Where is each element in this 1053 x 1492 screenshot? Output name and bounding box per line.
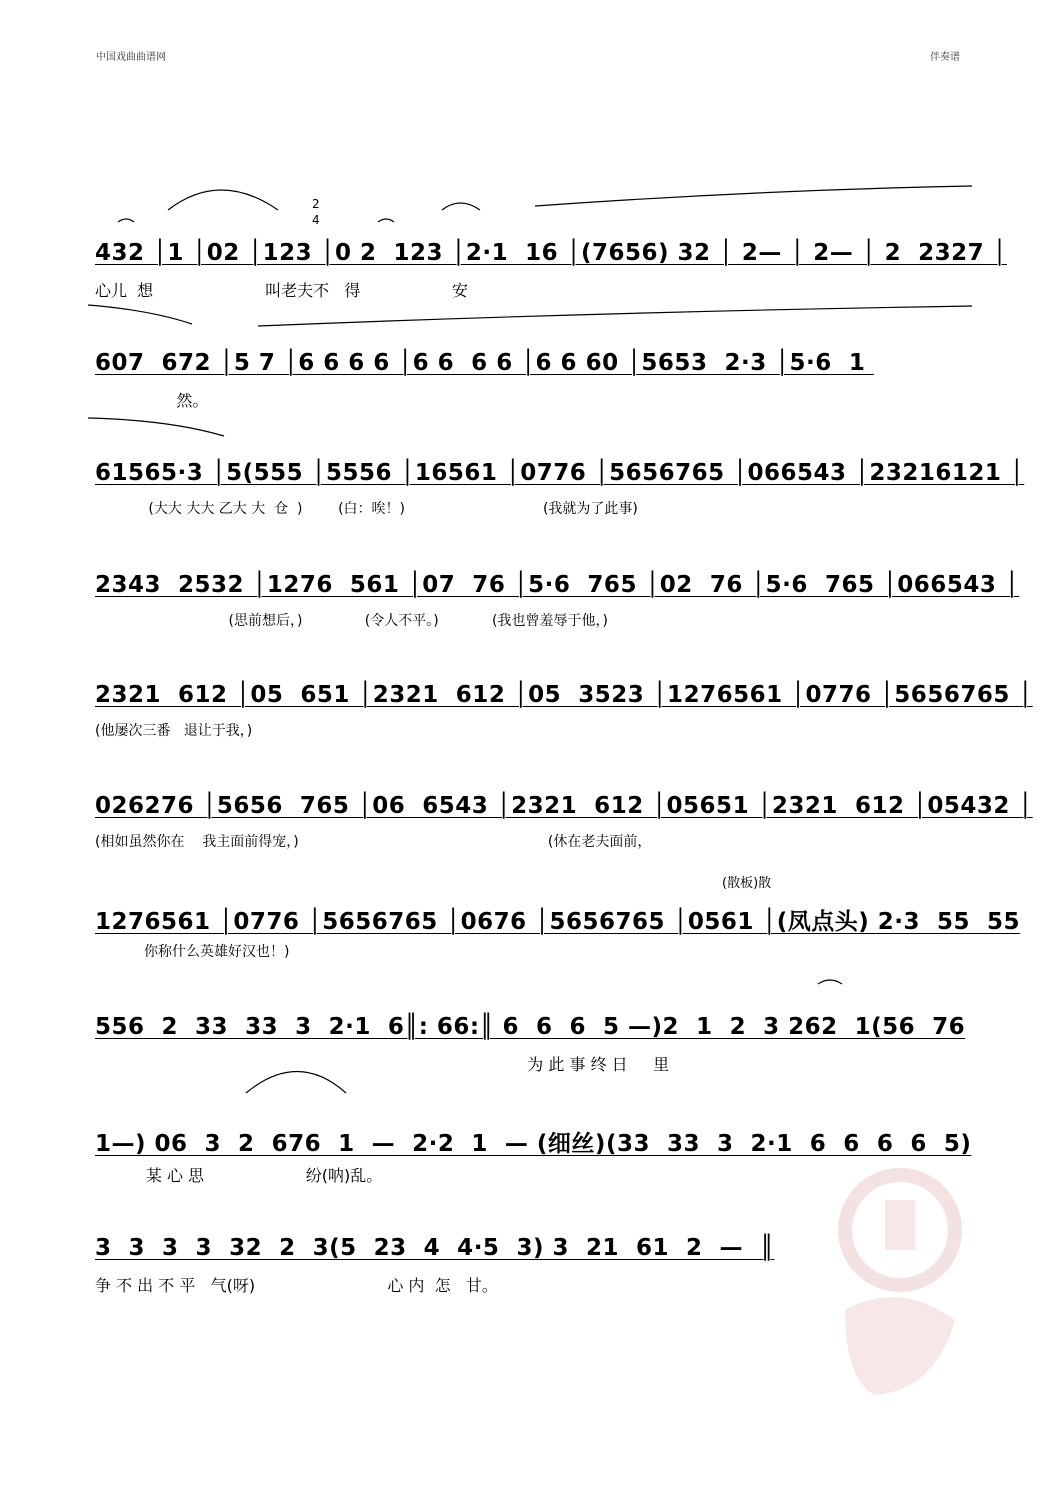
notation-line: 2343 2532 │1276 561 │07 76 │5·6 765 │02 76 │5·6 765 │066543 │ (95, 572, 1020, 598)
lyric-line: (相如虽然你在 我主面前得宠，) (休在老夫面前， (95, 834, 652, 850)
score-type-label: 伴奏谱 (930, 52, 960, 63)
notation-line: 3 3 3 3 32 2 3(5 23 4 4·5 3) 3 21 61 2 — ║ (95, 1235, 775, 1261)
lyric-line: (他屡次三番 退让于我，) (95, 723, 253, 739)
lyric-line: 为 此 事 终 日 里 (95, 1055, 670, 1074)
time-signature-bottom: 4 (312, 213, 320, 227)
lyric-line: 某 心 思 纷(呐)乱。 (95, 1166, 383, 1185)
notation-line: 432 │1 │02 │123 │0 2 123 │2·1 16 │(7656) 32 │ 2— │ 2— │ 2 2327 │ (95, 240, 1007, 266)
notation-line: 2321 612 │05 651 │2321 612 │05 3523 │1276561 │0776 │5656765 │ (95, 682, 1033, 708)
notation-line: 1276561 │0776 │5656765 │0676 │5656765 │0561 │(凤点头) 2·3 55 55 (95, 909, 1021, 935)
time-signature-top: 2 (312, 197, 320, 211)
watermark-logo-icon (815, 1160, 985, 1410)
notation-line: 556 2 33 33 3 2·1 6║: 66:║ 6 6 6 5 —)2 1 2 3 262 1(56 76 (95, 1014, 966, 1040)
notation-line: 61565·3 │5(555 │5556 │16561 │0776 │5656765 │066543 │23216121 │ (95, 460, 1025, 486)
site-name: 中国戏曲曲谱网 (96, 52, 166, 63)
tempo-mark-sanban: (散板)散 (722, 876, 772, 891)
lyric-line: 然。 (95, 391, 209, 410)
lyric-line: (思前想后，) (令人不平。) (我也曾羞辱于他，) (95, 613, 608, 629)
notation-line: 1—) 06 3 2 676 1 — 2·2 1 — (细丝)(33 33 3 2·1 6 6 6 6 5) (95, 1131, 972, 1157)
lyric-line: (大大 大大 乙大 大 仓 ) (白：唉！) (我就为了此事) (95, 501, 638, 517)
lyric-line: 心儿 想 叫老夫不 得 安 (95, 281, 468, 300)
notation-line: 026276 │5656 765 │06 6543 │2321 612 │05651 │2321 612 │05432 │ (95, 793, 1033, 819)
lyric-line: 你称什么英雄好汉也！) (95, 944, 290, 960)
notation-line: 607 672 │5 7 │6 6 6 6 │6 6 6 6 │6 6 60 │5653 2·3 │5·6 1 (95, 350, 874, 376)
lyric-line: 争 不 出 不 平 气(呀) 心 内 怎 甘。 (95, 1276, 498, 1295)
